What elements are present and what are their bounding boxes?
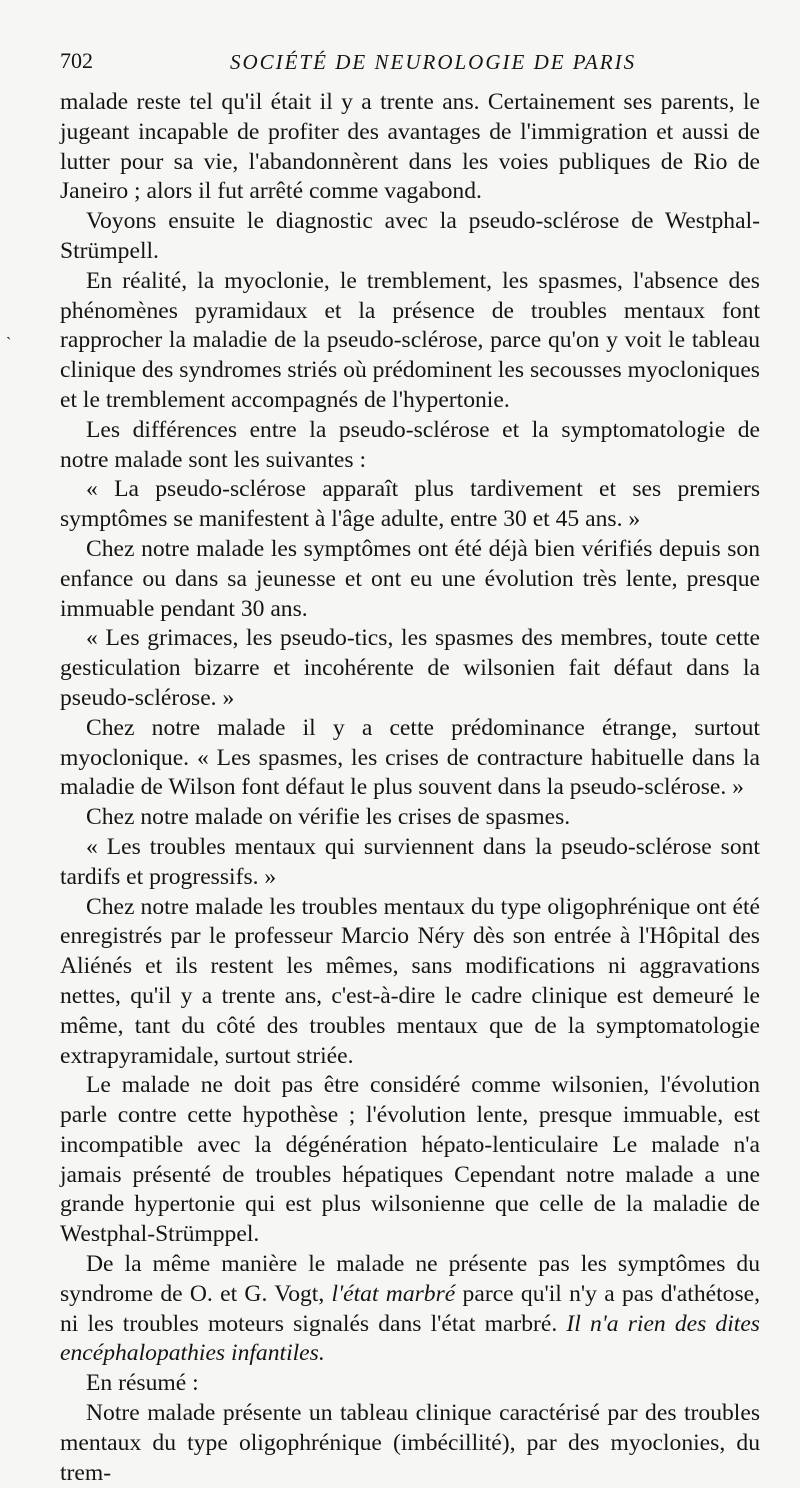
text-run: Notre malade présente un tableau clinique caractérisé par des troubles mentaux du type oligophrénique (imbécillité), par des myoclonies, du trem- (60, 1400, 760, 1486)
text-run: En réalité, la myoclonie, le tremblement, les spasmes, l'absence des phénomènes pyramidaux et la présence de troubles mentaux font rapprocher la maladie de la pseudo-sclérose, parce qu'on y voit le tableau clinique des syndromes striés où prédominent les secousses myocloniques et le tremblement accompagnés de l'hypertonie. (60, 267, 760, 413)
text-run: Chez notre malade les symptômes ont été déjà bien vérifiés depuis son enfance ou dans sa jeunesse et ont eu une évolution très lente, presque immuable pendant 30 ans. (60, 535, 760, 622)
text-run: malade reste tel qu'il était il y a trente ans. Certainement ses parents, le jugeant incapable de profiter des avantages de l'immigration et aussi de lutter pour sa vie, l'abandonnèrent dans les voies publiques de Rio de Janeiro ; alors il fut arrêté comme vagabond. (60, 89, 760, 205)
text-run: Les différences entre la pseudo-sclérose et la symptomatologie de notre malade sont les suivantes : (60, 416, 760, 473)
paragraph (60, 893, 760, 1072)
paragraph (60, 803, 760, 833)
paragraph (60, 88, 760, 207)
text-run: « La pseudo-sclérose apparaît plus tardivement et ses premiers symptômes se manifestent à l'âge adulte, entre 30 et 45 ans. » (60, 476, 760, 533)
text-run: « Les troubles mentaux qui surviennent dans la pseudo-sclérose sont tardifs et progressifs. » (60, 833, 760, 890)
text-run: Le malade ne doit pas être considéré comme wilsonien, l'évolution parle contre cette hypothèse ; l'évolution lente, presque immuable, est incompatible avec la dégénération hépato-lenticulaire Le malade n'a jamais présenté de troubles hépatiques Cependant notre malade a une grande hypertonie qui est plus wilsonienne que celle de la maladie de Westphal-Strümppel. (60, 1072, 760, 1248)
paragraph (60, 1071, 760, 1250)
paragraph (60, 1369, 760, 1399)
text-run: Voyons ensuite le diagnostic avec la pseudo-sclérose de Westphal-Strümpell. (60, 208, 760, 264)
text-run: Chez notre malade il y a cette prédominance étrange, surtout myoclonique. « Les spasmes, les crises de contracture habituelle dans la maladie de Wilson font défaut le plus souvent dans la pseudo-sclérose. » (60, 714, 760, 801)
text-run: Chez notre malade on vérifie les crises de spasmes. (86, 804, 571, 831)
page-header (60, 48, 760, 84)
paragraph (60, 833, 760, 893)
margin-mark: ` (6, 335, 12, 352)
text-run: De la même manière le malade ne présente pas les symptômes du syndrome de O. et G. Vogt, (60, 1251, 760, 1307)
paragraph (60, 207, 760, 267)
text-run: « Les grimaces, les pseudo-tics, les spasmes des membres, toute cette gesticulation bizarre et incohérente de wilsonien fait défaut dans la pseudo-sclérose. » (60, 625, 760, 711)
body-text (60, 88, 760, 1488)
running-head: SOCIÉTÉ DE NEUROLOGIE DE PARIS (230, 50, 637, 74)
paragraph (60, 416, 760, 476)
paragraph (60, 267, 760, 416)
paragraph (60, 535, 760, 624)
italic-text: Il n'a rien des dites encéphalopathies infantiles. (60, 1310, 760, 1367)
page-number: 702 (60, 48, 93, 73)
paragraph (60, 624, 760, 713)
paragraph (60, 1399, 760, 1488)
italic-text: l'état marbré (331, 1280, 456, 1307)
text-run: En résumé : (86, 1370, 199, 1397)
paragraph (60, 475, 760, 535)
text-run: Chez notre malade les troubles mentaux du type oligophrénique ont été enregistrés par le professeur Marcio Néry dès son entrée à l'Hôpital des Aliénés et ils restent les mêmes, sans modifications ni aggravations nettes, qu'il y a trente ans, c'est-à-dire le cadre clinique est demeuré le même, tant du côté des troubles mentaux que de la symptomatologie extrapyramidale, surtout striée. (60, 893, 760, 1069)
paragraph (60, 1250, 760, 1369)
text-run: parce qu'il n'y a pas d'athétose, ni les troubles moteurs signalés dans l'état marbré. (60, 1280, 760, 1337)
paragraph (60, 714, 760, 803)
